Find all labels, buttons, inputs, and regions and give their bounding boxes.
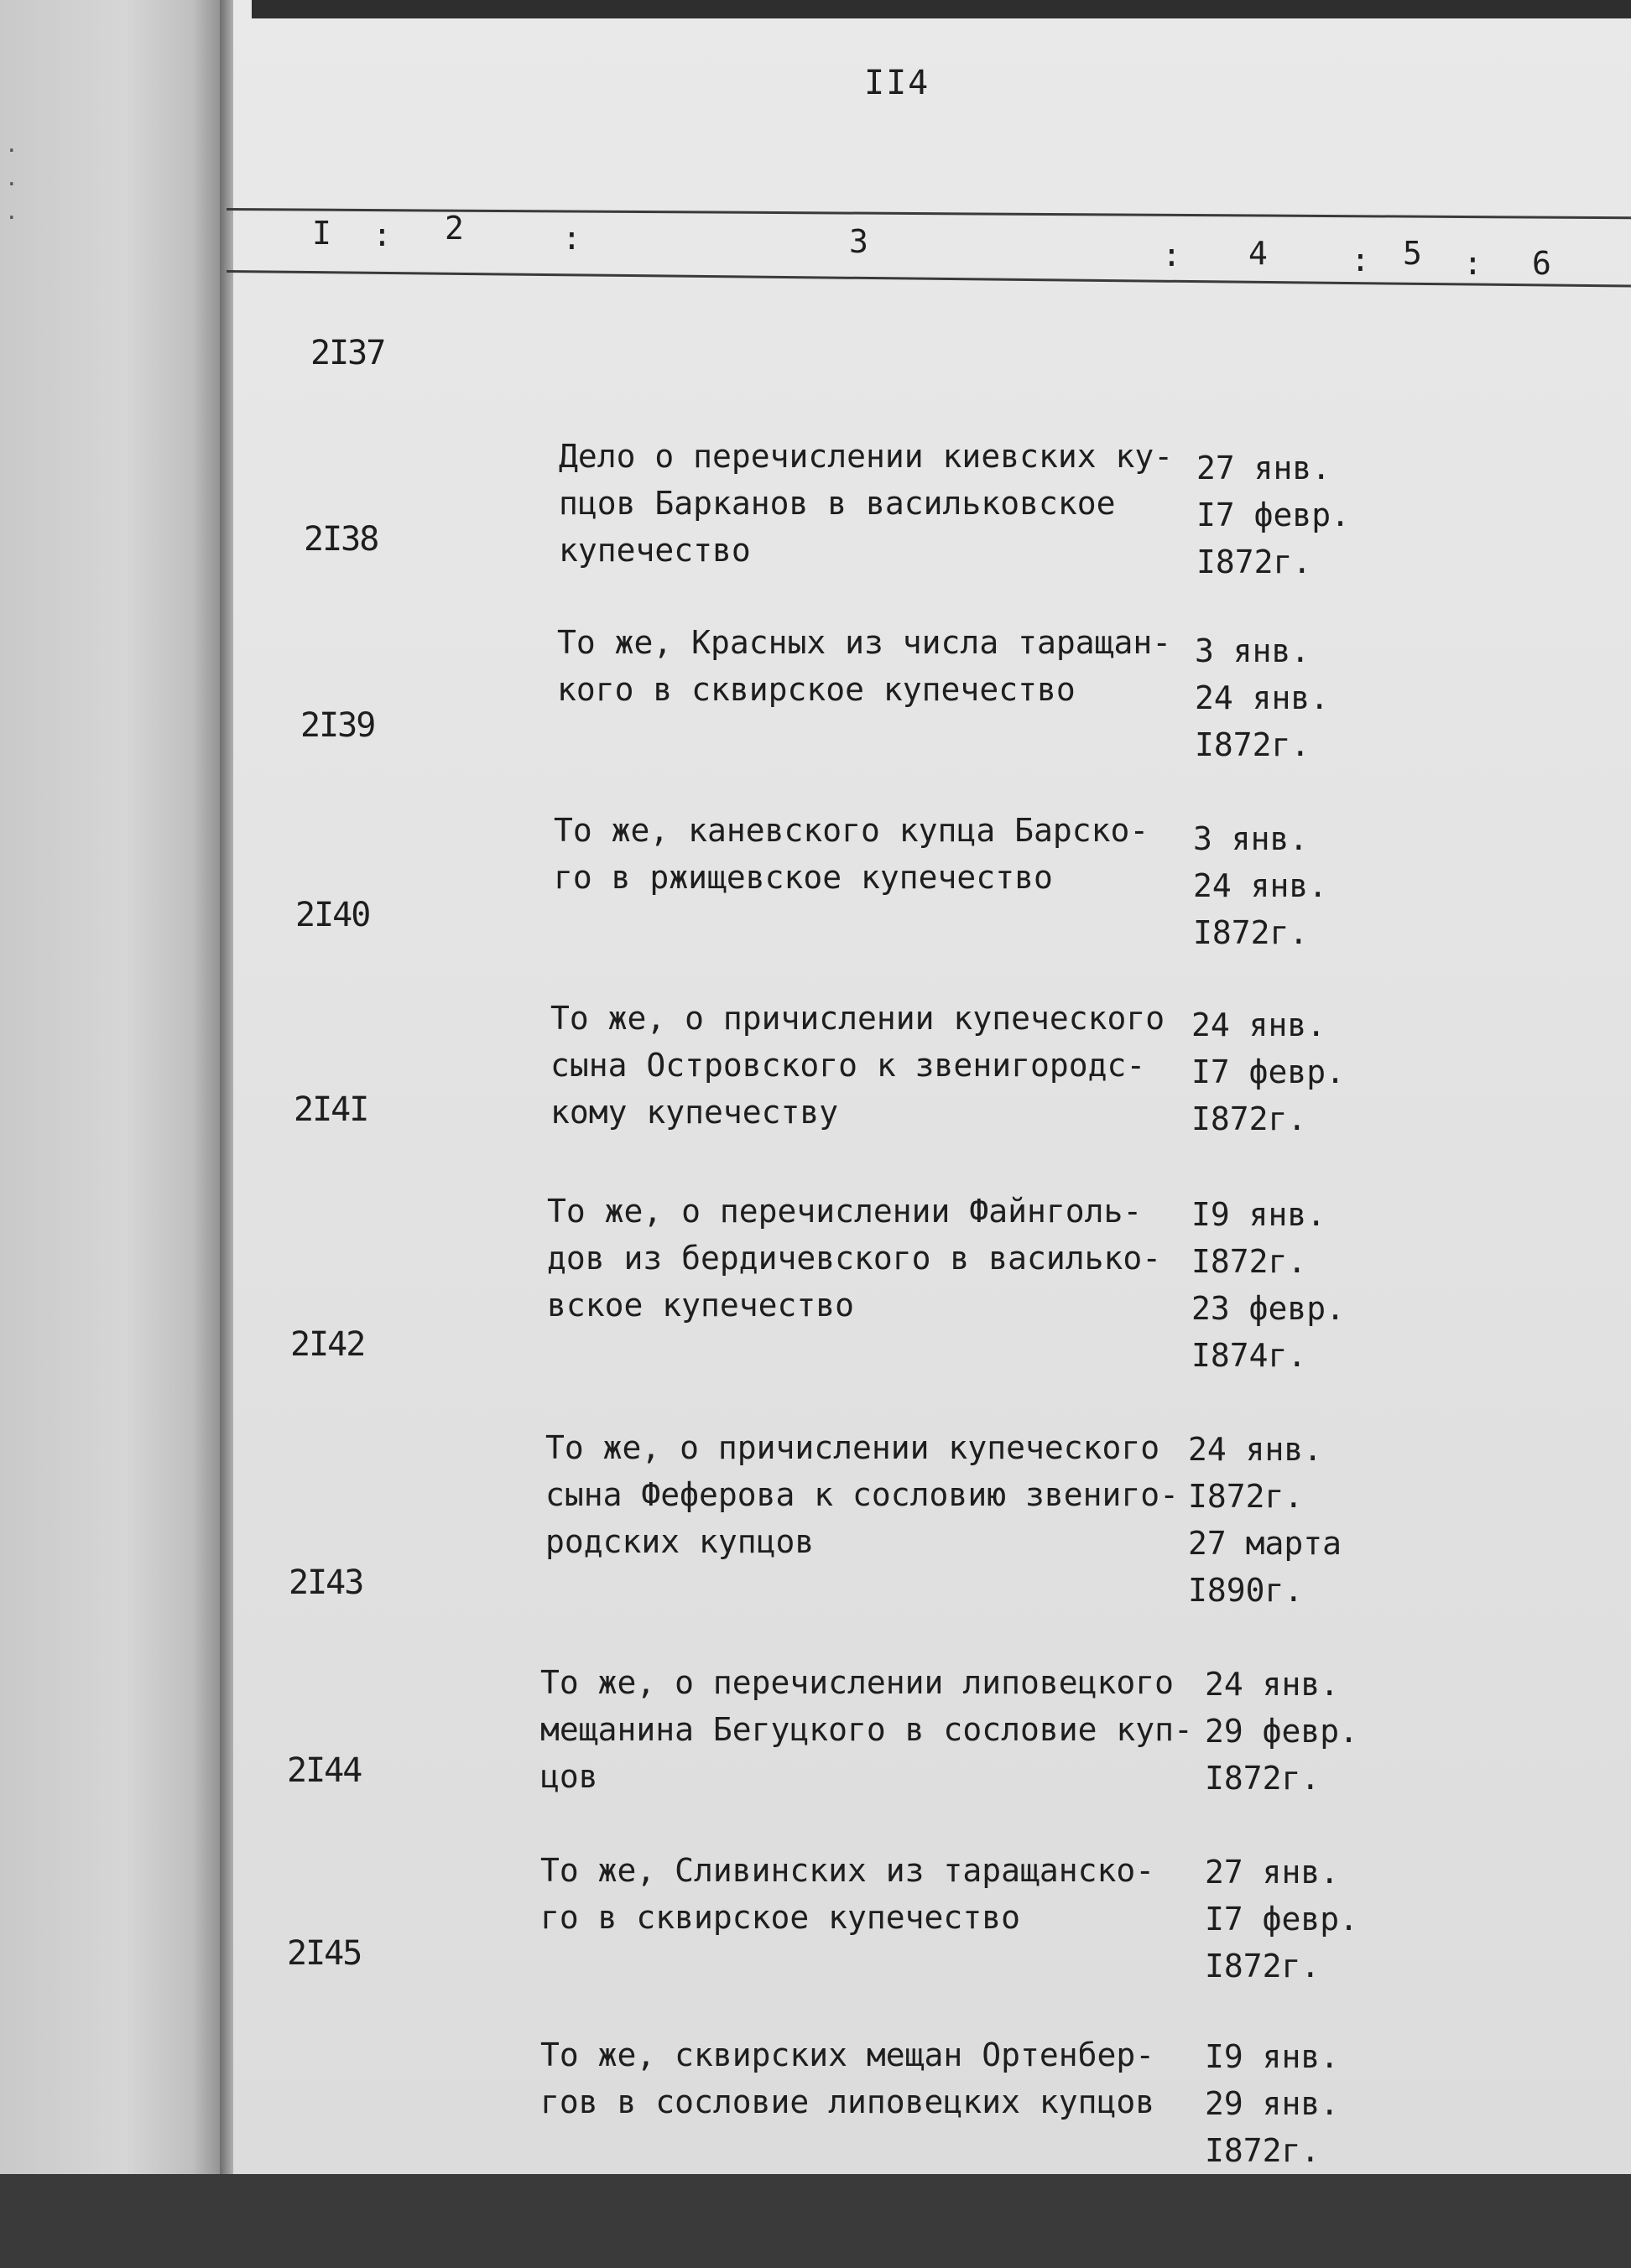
- column-header-2: 2: [445, 210, 464, 247]
- entry-description: То же, о перечислении Файнголь- дов из бердичевского в василько- вское купечество: [547, 1193, 1162, 1324]
- page-number: II4: [864, 64, 930, 102]
- entry-description: То же, о причислении купеческого сына Островского к звенигородс- кому купечеству: [550, 1000, 1165, 1131]
- entry-number: 2I38: [304, 520, 378, 559]
- entry-number: 2I39: [300, 706, 375, 745]
- scan-edge: [252, 0, 1631, 18]
- entry-dates: 24 янв. I7 февр. I872г.: [1191, 1007, 1346, 1137]
- entry-number: 2I37: [310, 334, 385, 372]
- column-header-4: 4: [1248, 235, 1268, 272]
- entry-dates: 3 янв. 24 янв. I872г.: [1195, 632, 1330, 763]
- entry-dates: 24 янв. 29 февр. I872г.: [1205, 1666, 1359, 1797]
- entry-dates: 27 янв. I7 февр. I872г.: [1196, 450, 1351, 580]
- margin-marks: · · ·: [5, 138, 18, 231]
- entry-number: 2I40: [295, 896, 370, 934]
- entry-description: То же, Красных из числа таращан- кого в сквирское купечество: [557, 624, 1172, 708]
- entry-number: 2I4I: [294, 1090, 368, 1129]
- entry-description: То же, каневского купца Барско- го в ржищевское купечество: [554, 812, 1149, 896]
- entry-number: 2I45: [287, 1934, 362, 1973]
- entry-dates: 3 янв. 24 янв. I872г.: [1193, 820, 1328, 951]
- column-separator: :: [1351, 242, 1370, 278]
- entry-description: То же, о перечислении липовецкого мещанина Бегуцкого в сословие куп- цов: [540, 1664, 1193, 1795]
- entry-number: 2I42: [290, 1325, 365, 1364]
- entry-description: Дело о перечислении киевских ку- пцов Барканов в васильковское купечество: [559, 438, 1174, 569]
- entry-dates: 27 янв. I7 февр. I872г.: [1205, 1854, 1359, 1984]
- column-separator: :: [1162, 237, 1181, 273]
- column-header-5: 5: [1403, 235, 1422, 272]
- column-separator: :: [373, 216, 392, 253]
- column-separator: :: [1463, 245, 1482, 282]
- column-separator: :: [562, 220, 581, 257]
- entry-description: То же, сквирских мещан Ортенбер- гов в сословие липовецких купцов: [540, 2037, 1155, 2120]
- entry-description: То же, о причислении купеческого сына Феферова к сословию звениго- родских купцов: [545, 1429, 1179, 1560]
- entry-dates: I9 янв. 29 янв. I872г.: [1205, 2038, 1340, 2169]
- facing-page-edge: [0, 0, 227, 2174]
- entry-number: 2I43: [289, 1563, 363, 1602]
- column-header-6: 6: [1532, 245, 1551, 282]
- entry-dates: 24 янв. I872г. 27 марта I890г.: [1188, 1431, 1342, 1609]
- column-header-1: I: [312, 215, 331, 252]
- column-header-3: 3: [849, 223, 868, 260]
- entry-description: То же, Сливинских из таращанско- го в сквирское купечество: [540, 1852, 1155, 1936]
- entry-number: 2I44: [287, 1751, 362, 1790]
- entry-dates: I9 янв. I872г. 23 февр. I874г.: [1191, 1196, 1346, 1374]
